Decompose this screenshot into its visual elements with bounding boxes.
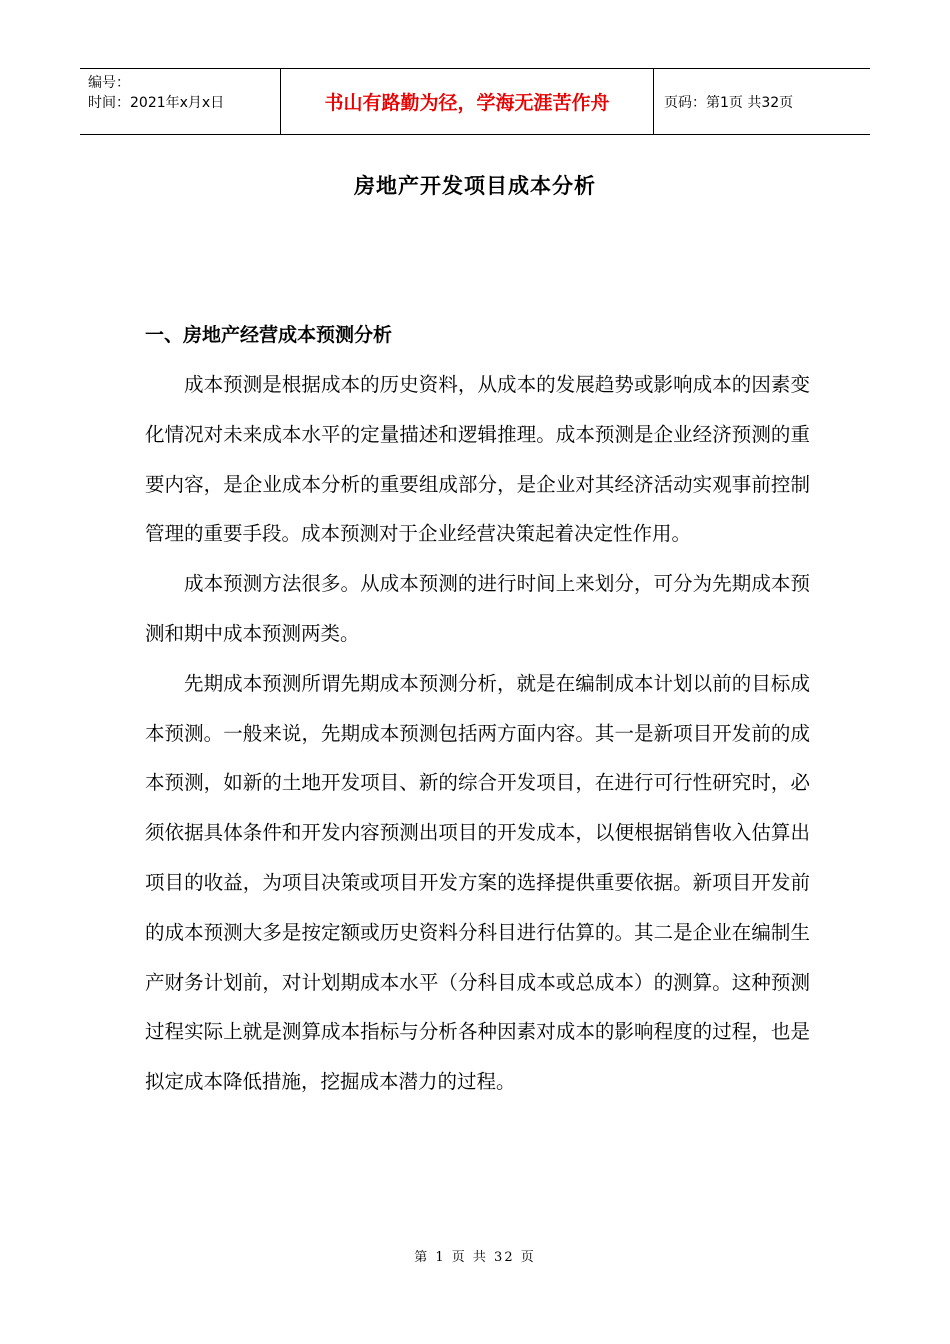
- header-meta: [80, 69, 280, 134]
- page-footer: 第 1 页 共 32 页: [414, 1250, 536, 1265]
- header-motto: 书山有路勤为径，学海无涯苦作舟: [280, 69, 654, 134]
- date-label: 时间：2021年x月x日: [88, 95, 225, 111]
- body-text: [145, 360, 810, 1107]
- section-heading: 一、房地产经营成本预测分析: [145, 324, 393, 346]
- paragraph: 成本预测是根据成本的历史资料，从成本的发展趋势或影响成本的因素变化情况对未来成本水平的定量描述和逻辑推理。成本预测是企业经济预测的重要内容，是企业成本分析的重要组成部分，是企业对其经济活动实观事前控制管理的重要手段。成本预测对于企业经营决策起着决定性作用。: [145, 373, 810, 546]
- header-page-info: 页码：第1页 共32页: [664, 94, 794, 111]
- document-title: 房地产开发项目成本分析: [354, 174, 596, 198]
- serial-number-label: 编号：: [88, 75, 130, 91]
- paragraph: 成本预测方法很多。从成本预测的进行时间上来划分，可分为先期成本预测和期中成本预测两类。: [145, 572, 810, 645]
- paragraph: 先期成本预测所谓先期成本预测分析，就是在编制成本计划以前的目标成本预测。一般来说，先期成本预测包括两方面内容。其一是新项目开发前的成本预测，如新的土地开发项目、新的综合开发项目，在进行可行性研究时，必须依据具体条件和开发内容预测出项目的开发成本，以便根据销售收入估算出项目的收益，为项目决策或项目开发方案的选择提供重要依据。新项目开发前的成本预测大多是按定额或历史资料分科目进行估算的。其二是企业在编制生产财务计划前，对计划期成本水平（分科目成本或总成本）的测算。这种预测过程实际上就是测算成本指标与分析各种因素对成本的影响程度的过程，也是拟定成本降低措施，挖掘成本潜力的过程。: [145, 671, 810, 1094]
- page-header: [80, 68, 870, 135]
